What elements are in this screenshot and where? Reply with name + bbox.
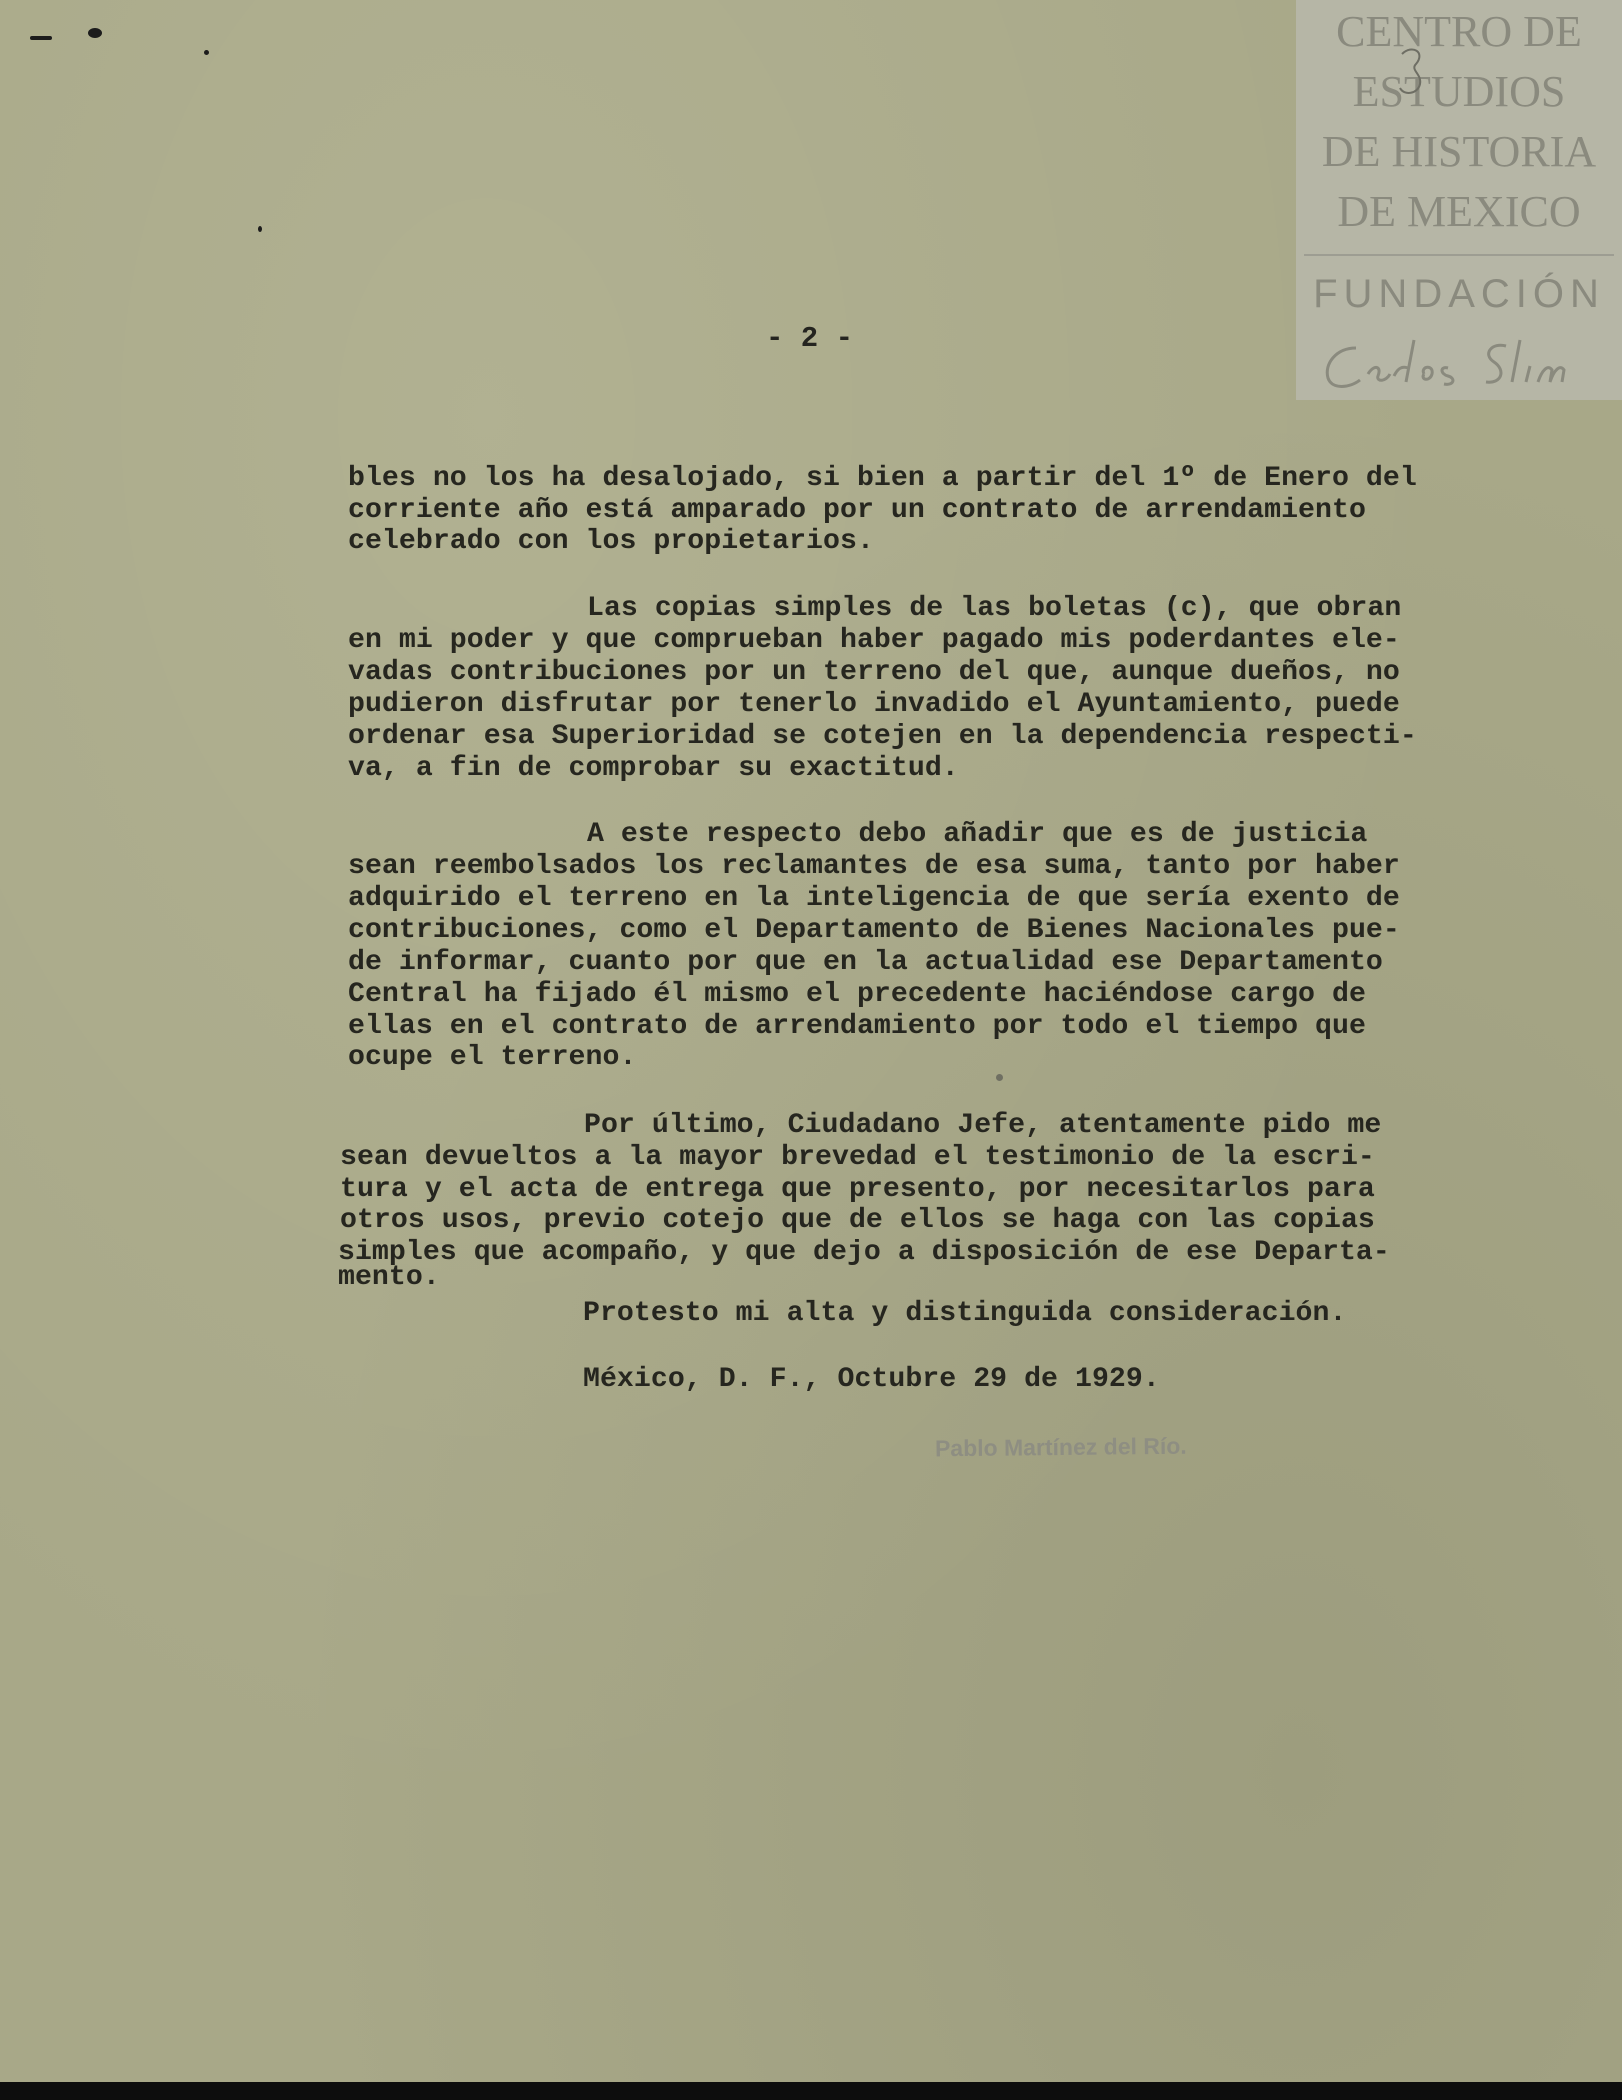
body-line: sean devueltos a la mayor brevedad el testimonio de la escri- xyxy=(340,1142,1375,1173)
body-line: ocupe el terreno. xyxy=(348,1042,637,1073)
stamp-fundacion: FUNDACIÓN xyxy=(1313,272,1605,316)
stamp-line-2: ESTUDIOS xyxy=(1352,67,1566,116)
stamp-line-1: CENTRO DE xyxy=(1336,7,1582,56)
ink-speck xyxy=(204,50,209,55)
carlos-slim-logo-icon xyxy=(1316,330,1606,400)
body-line: adquirido el terreno en la inteligencia de que sería exento de xyxy=(348,883,1400,914)
body-line: celebrado con los propietarios. xyxy=(348,526,874,557)
body-line: contribuciones, como el Departamento de Bienes Nacionales pue- xyxy=(348,915,1400,946)
body-line: simples que acompaño, y que dejo a disposición de ese Departa- xyxy=(338,1237,1390,1268)
body-line: pudieron disfrutar por tenerlo invadido el Ayuntamiento, puede xyxy=(348,689,1400,720)
body-line: tura y el acta de entrega que presento, por necesitarlos para xyxy=(340,1174,1375,1205)
stamp-divider xyxy=(1304,254,1614,256)
body-line: bles no los ha desalojado, si bien a partir del 1º de Enero del xyxy=(348,463,1417,494)
stamp-line-4: DE MEXICO xyxy=(1337,187,1581,236)
closing-line: Protesto mi alta y distinguida consideración. xyxy=(583,1298,1347,1329)
pencil-annotation-icon xyxy=(1392,40,1432,110)
page-number: - 2 - xyxy=(766,322,854,355)
body-line: ellas en el contrato de arrendamiento por todo el tiempo que xyxy=(348,1011,1366,1042)
stamp-line-3: DE HISTORIA xyxy=(1321,127,1597,176)
signature-stamp: Pablo Martínez del Río. xyxy=(934,1432,1187,1462)
body-line: mento. xyxy=(338,1262,440,1293)
body-line: de informar, cuanto por que en la actualidad ese Departamento xyxy=(348,947,1383,978)
body-line: en mi poder y que comprueban haber pagado mis poderdantes ele- xyxy=(348,625,1400,656)
body-line: corriente año está amparado por un contrato de arrendamiento xyxy=(348,495,1366,526)
body-line: vadas contribuciones por un terreno del que, aunque dueños, no xyxy=(348,657,1400,688)
body-line: va, a fin de comprobar su exactitud. xyxy=(348,753,959,784)
scan-border xyxy=(0,2082,1622,2100)
body-line: A este respecto debo añadir que es de justicia xyxy=(587,819,1368,850)
body-line: Central ha fijado él mismo el precedente haciéndose cargo de xyxy=(348,979,1366,1010)
body-line: sean reembolsados los reclamantes de esa suma, tanto por haber xyxy=(348,851,1400,882)
body-line: Por último, Ciudadano Jefe, atentamente pido me xyxy=(584,1110,1382,1141)
body-line: otros usos, previo cotejo que de ellos se haga con las copias xyxy=(340,1205,1375,1236)
ink-speck xyxy=(996,1074,1003,1081)
body-line: ordenar esa Superioridad se cotejen en la dependencia respecti- xyxy=(348,721,1417,752)
ink-speck xyxy=(30,36,52,40)
ink-speck xyxy=(258,226,262,232)
ink-speck xyxy=(88,28,102,38)
body-line: Las copias simples de las boletas (c), que obran xyxy=(587,593,1402,624)
date-line: México, D. F., Octubre 29 de 1929. xyxy=(583,1364,1160,1395)
archive-stamp xyxy=(1296,0,1622,400)
